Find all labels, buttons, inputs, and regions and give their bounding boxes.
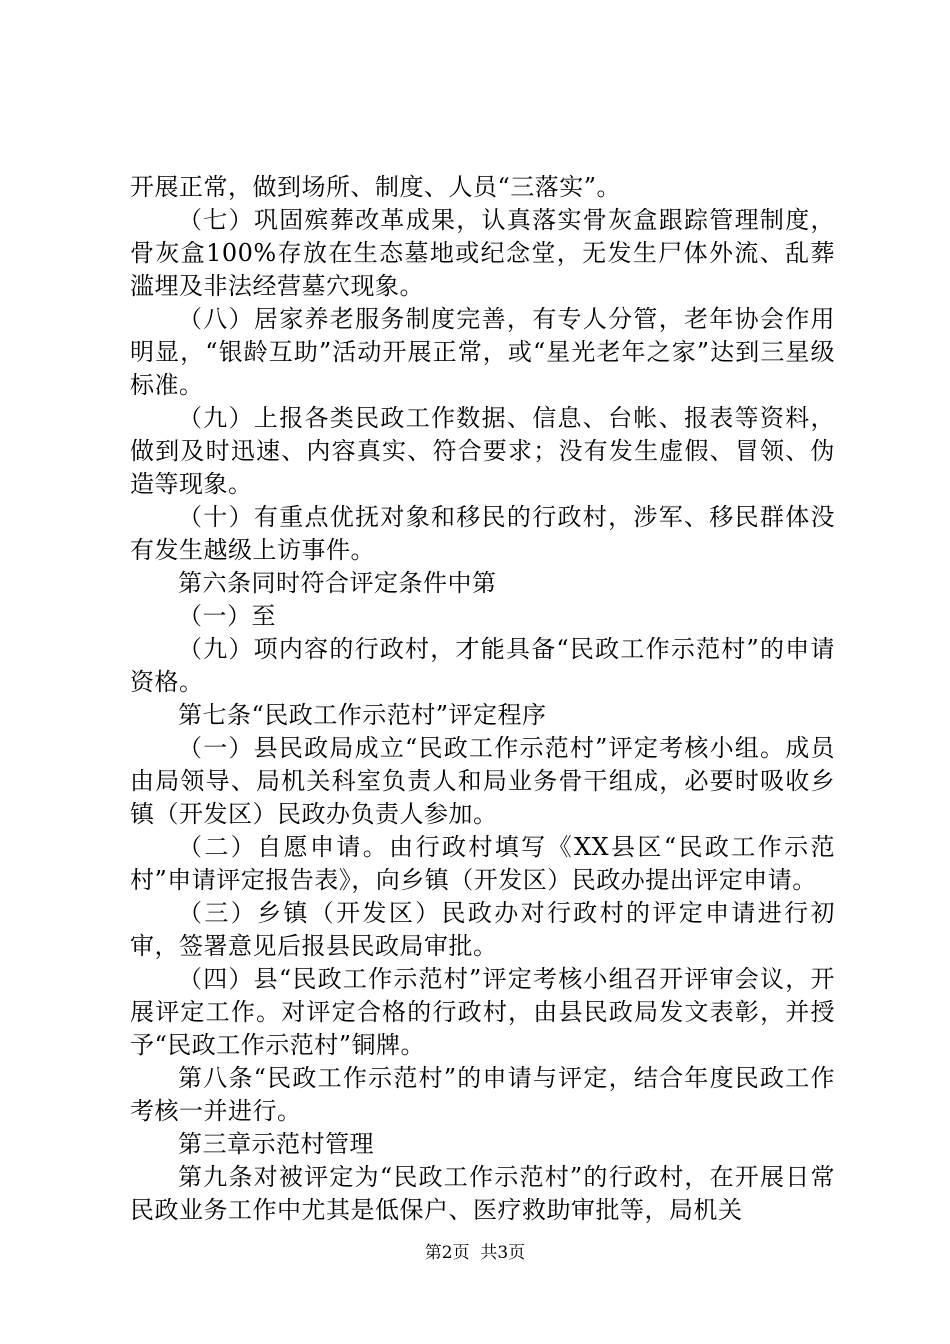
page-label-prefix: 第 — [424, 1243, 442, 1263]
paragraph-4: （九）上报各类民政工作数据、信息、台帐、报表等资料，做到及时迅速、内容真实、符合要求；没有发生虚假、冒领、伪造等现象。 — [130, 404, 835, 498]
paragraph-16: 第九条对被评定为“民政工作示范村”的行政村，在开展日常民政业务工作中尤其是低保户、医疗救助审批等，局机关 — [130, 1163, 835, 1224]
paragraph-7: （一）至 — [178, 602, 276, 630]
paragraph-5: （十）有重点优抚对象和移民的行政村，涉军、移民群体没有发生越级上访事件。 — [130, 503, 835, 564]
page-label-mid: 页 共 — [452, 1243, 498, 1263]
paragraph-6: 第六条同时符合评定条件中第 — [178, 569, 497, 597]
page-current-number: 2 — [441, 1243, 453, 1263]
paragraph-11: （二）自愿申请。由行政村填写《XX县区“民政工作示范村”申请评定报告表》，向乡镇（开发区）民政办提出评定申请。 — [130, 833, 835, 894]
paragraph-15: 第三章示范村管理 — [178, 1130, 374, 1158]
paragraph-13: （四）县“民政工作示范村”评定考核小组召开评审会议，开展评定工作。对评定合格的行政村，由县民政局发文表彰，并授予“民政工作示范村”铜牌。 — [130, 965, 835, 1059]
page-footer — [0, 1241, 950, 1265]
paragraph-3: （八）居家养老服务制度完善，有专人分管，老年协会作用明显，“银龄互助”活动开展正常，或“星光老年之家”达到三星级标准。 — [130, 305, 835, 399]
paragraph-12: （三）乡镇（开发区）民政办对行政村的评定申请进行初审，签署意见后报县民政局审批。 — [130, 899, 835, 960]
page-total-number: 3 — [497, 1243, 509, 1263]
paragraph-10: （一）县民政局成立“民政工作示范村”评定考核小组。成员由局领导、局机关科室负责人和局业务骨干组成，必要时吸收乡镇（开发区）民政办负责人参加。 — [130, 734, 835, 828]
paragraph-2: （七）巩固殡葬改革成果，认真落实骨灰盒跟踪管理制度，骨灰盒100%存放在生态墓地或纪念堂，无发生尸体外流、乱葬滥埋及非法经营墓穴现象。 — [130, 206, 835, 300]
document-body — [130, 171, 835, 1227]
paragraph-14: 第八条“民政工作示范村”的申请与评定，结合年度民政工作考核一并进行。 — [130, 1064, 835, 1125]
paragraph-1: 开展正常，做到场所、制度、人员“三落实”。 — [130, 173, 622, 201]
page-label-suffix: 页 — [508, 1243, 526, 1263]
paragraph-9: 第七条“民政工作示范村”评定程序 — [178, 701, 547, 729]
paragraph-8: （九）项内容的行政村，才能具备“民政工作示范村”的申请资格。 — [130, 635, 835, 696]
